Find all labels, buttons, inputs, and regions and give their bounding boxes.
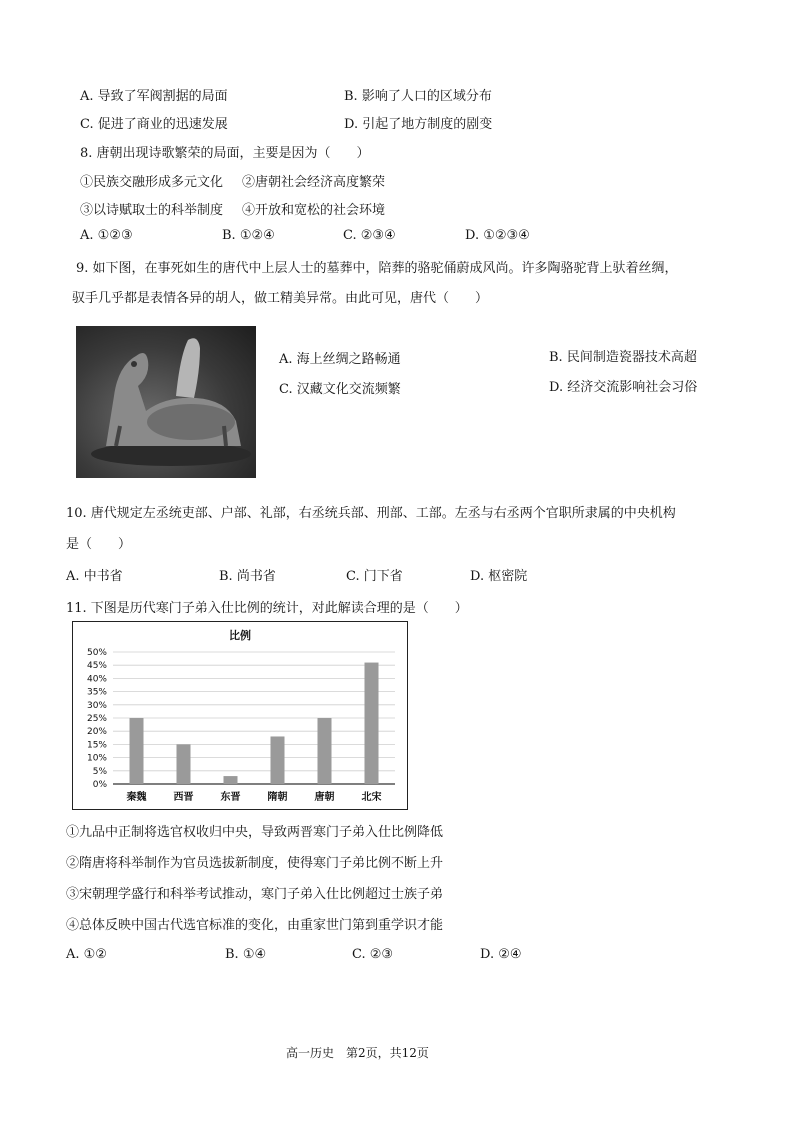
q11-stem: 11. 下图是历代寒门子弟入仕比例的统计，对此解读合理的是（ ）	[66, 601, 468, 616]
q8-item-3: ③以诗赋取士的科举制度	[80, 203, 224, 218]
q7-option-b: B. 影响了人口的区域分布	[344, 89, 492, 104]
bar-5	[318, 718, 332, 784]
q8-item-1: ①民族交融形成多元文化	[80, 175, 224, 190]
q9-option-b: B. 民间制造瓷器技术高超	[549, 350, 697, 365]
q8-item-4: ④开放和宽松的社会环境	[242, 203, 386, 218]
x-category-label: 东晋	[220, 792, 241, 803]
q8-option-a: A. ①②③	[80, 228, 133, 243]
q8-option-b: B. ①②④	[222, 228, 275, 243]
y-tick-label: 5%	[92, 766, 107, 777]
q10-option-d: D. 枢密院	[470, 569, 528, 584]
y-tick-label: 40%	[86, 674, 107, 685]
y-tick-label: 25%	[86, 714, 107, 724]
q11-item-2: ②隋唐将科举制作为官员选拔新制度，使得寒门子弟比例不断上升	[66, 856, 444, 871]
x-category-label: 秦魏	[126, 792, 147, 803]
x-category-label: 西晋	[173, 792, 194, 803]
chart-title: 比例	[229, 629, 251, 642]
bar-3	[224, 776, 238, 784]
bar-1	[130, 718, 144, 784]
x-category-label: 隋朝	[267, 792, 288, 803]
q9-stem-line-1: 9. 如下图，在事死如生的唐代中上层人士的墓葬中，陪葬的骆驼俑蔚成风尚。许多陶骆驼背上驮着丝绸，	[76, 261, 678, 276]
bar-4	[271, 736, 285, 784]
q7-option-a: A. 导致了军阀割据的局面	[80, 89, 228, 104]
bar-2	[177, 744, 191, 784]
camel-figurine-illustration	[76, 326, 256, 478]
q10-option-b: B. 尚书省	[219, 569, 276, 584]
q10-option-c: C. 门下省	[346, 569, 403, 584]
q9-option-a: A. 海上丝绸之路畅通	[279, 352, 401, 367]
page-footer: 高一历史 第2页，共12页	[286, 1046, 429, 1060]
q8-stem: 8. 唐朝出现诗歌繁荣的局面，主要是因为（ ）	[80, 146, 370, 161]
q8-option-c: C. ②③④	[343, 228, 396, 243]
q11-item-3: ③宋朝理学盛行和科举考试推动，寒门子弟入仕比例超过士族子弟	[66, 887, 444, 902]
y-tick-label: 35%	[86, 687, 107, 698]
q7-option-d: D. 引起了地方制度的剧变	[344, 117, 493, 132]
y-tick-label: 0%	[92, 780, 107, 790]
q11-option-a: A. ①②	[66, 947, 107, 962]
q11-option-d: D. ②④	[480, 947, 522, 962]
q10-stem-line-1: 10. 唐代规定左丞统吏部、户部、礼部，右丞统兵部、刑部、工部。左丞与右丞两个官职所隶属的中央机构	[66, 506, 676, 521]
q11-item-4: ④总体反映中国古代选官标准的变化，由重家世门第到重学识才能	[66, 918, 444, 933]
q11-option-b: B. ①④	[225, 947, 267, 962]
q8-item-2: ②唐朝社会经济高度繁荣	[242, 175, 386, 190]
y-tick-label: 30%	[86, 700, 107, 711]
q7-option-c: C. 促进了商业的迅速发展	[80, 117, 228, 132]
y-tick-label: 10%	[86, 753, 107, 764]
x-category-label: 唐朝	[314, 792, 335, 803]
y-tick-label: 15%	[86, 740, 107, 751]
q8-option-d: D. ①②③④	[465, 228, 530, 243]
q9-stem-line-2: 驭手几乎都是表情各异的胡人，做工精美异常。由此可见，唐代（ ）	[72, 291, 489, 306]
q11-item-1: ①九品中正制将选官权收归中央，导致两晋寒门子弟入仕比例降低	[66, 825, 444, 840]
q10-stem-line-2: 是（ ）	[66, 537, 132, 552]
y-tick-label: 45%	[86, 661, 107, 672]
q11-option-c: C. ②③	[352, 947, 394, 962]
y-tick-label: 20%	[86, 727, 107, 738]
camel-figurine-photo	[76, 326, 256, 478]
bar-chart	[73, 622, 407, 809]
x-category-label: 北宋	[361, 792, 382, 803]
enrollment-ratio-chart	[72, 621, 408, 810]
bar-6	[365, 663, 379, 784]
y-tick-label: 50%	[86, 648, 107, 658]
q9-option-d: D. 经济交流影响社会习俗	[549, 380, 698, 395]
q9-option-c: C. 汉藏文化交流频繁	[279, 382, 401, 397]
q10-option-a: A. 中书省	[66, 569, 123, 584]
